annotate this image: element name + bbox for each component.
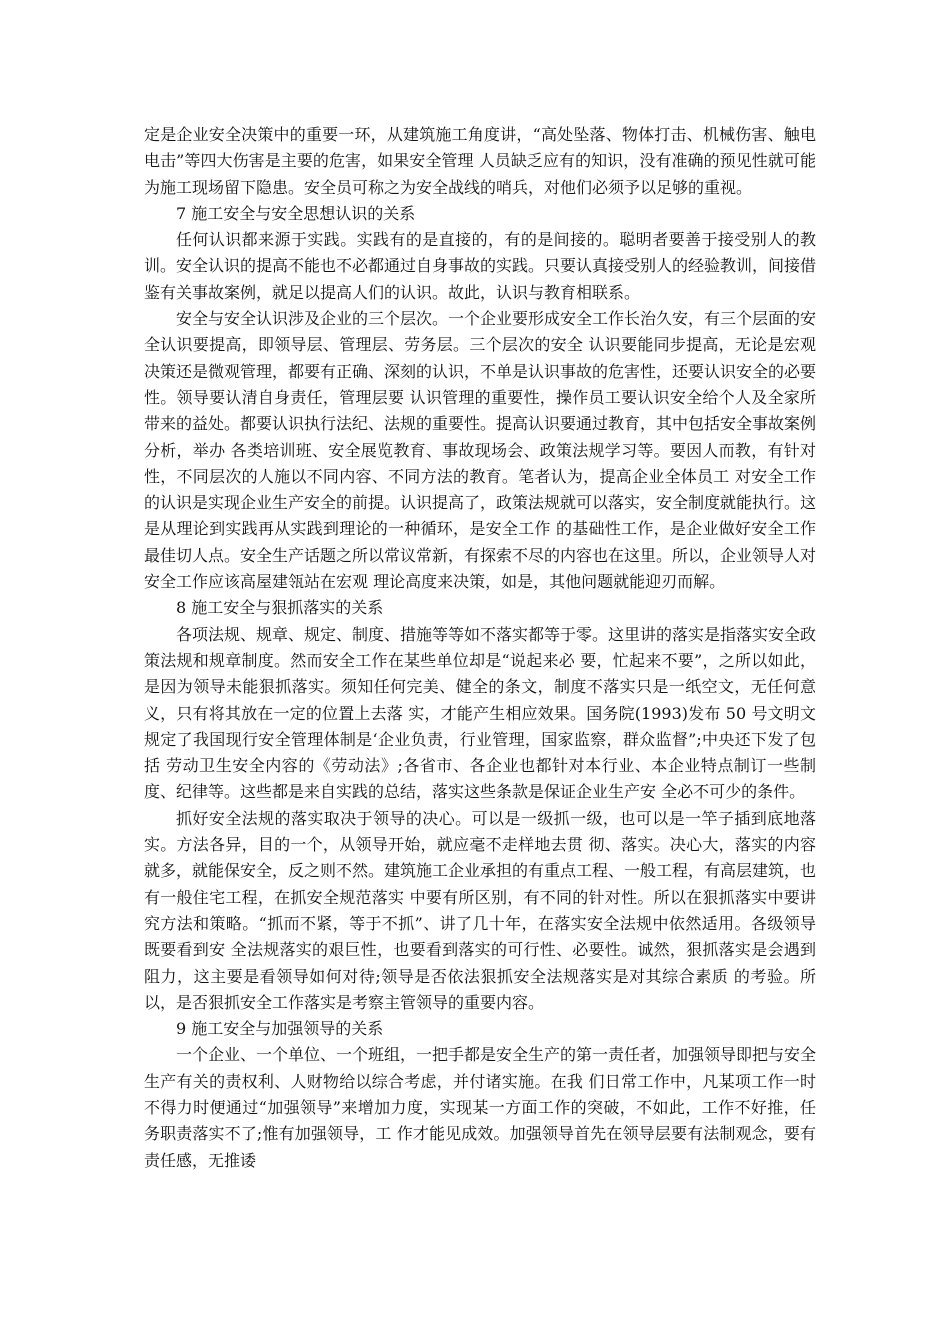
paragraph-7-2: 安全与安全认识涉及企业的三个层次。一个企业要形成安全工作长治久安，有三个层面的安全认识要提高，即领导层、管理层、劳务层。三个层次的安全 认识要能同步提高，无论是宏观决策还是微观管理，都要有正确、深刻的认识，不单是认识事故的危害性，还要认识安全的必要性。领导要认清自身责任，管理层要 认识管理的重要性，操作员工要认识安全给个人及全家所带来的益处。都要认识执行法纪、法规的重要性。提高认识要通过教育，其中包括安全事故案例分析，举办 各类培训班、安全展览教育、事故现场会、政策法规学习等。要因人而教，有针对性，不同层次的人施以不同内容、不同方法的教育。笔者认为，提高企业全体员工 对安全工作的认识是实现企业生产安全的前提。认识提高了，政策法规就可以落实，安全制度就能执行。这是从理论到实践再从实践到理论的一种循环，是安全工作 的基础性工作，是企业做好安全工作最佳切人点。安全生产话题之所以常议常新，有探索不尽的内容也在这里。所以，企业领导人对安全工作应该高屋建瓴站在宏观 理论高度来决策，如是，其他问题就能迎刃而解。	[144, 309, 817, 592]
paragraph-9-1: 一个企业、一个单位、一个班组，一把手都是安全生产的第一责任者，加强领导即把与安全生产有关的责权利、人财物给以综合考虑，并付诸实施。在我 们日常工作中，凡某项工作一时不得力时便通过“加强领导”来增加力度，实现某一方面工作的突破，不如此，工作不好推，任务职责落实不了;惟有加强领导，工 作才能见成效。加强领导首先在领导层要有法制观念，要有责任感，无推诿	[144, 1045, 817, 1170]
section-heading-9: 9 施工安全与加强领导的关系	[176, 1019, 384, 1039]
paragraph-8-2: 抓好安全法规的落实取决于领导的决心。可以是一级抓一级，也可以是一竿子插到底地落实。方法各异，目的一个，从领导开始，就应毫不走样地去贯 彻、落实。决心大，落实的内容就多，就能保安全，反之则不然。建筑施工企业承担的有重点工程、一般工程，有高层建筑，也有一般住宅工程，在抓安全规范落实 中要有所区别，有不同的针对性。所以在狠抓落实中要讲究方法和策略。“抓而不紧，等于不抓”、讲了几十年，在落实安全法规中依然适用。各级领导既要看到安 全法规落实的艰巨性，也要看到落实的可行性、必要性。诚然，狠抓落实是会遇到阻力，这主要是看领导如何对待;领导是否依法狠抓安全法规落实是对其综合素质 的考验。所以，是否狠抓安全工作落实是考察主管领导的重要内容。	[144, 808, 817, 1012]
paragraph-8-1: 各项法规、规章、规定、制度、措施等等如不落实都等于零。这里讲的落实是指落实安全政策法规和规章制度。然而安全工作在某些单位却是“说起来必 要，忙起来不要”，之所以如此，是因为领导未能狠抓落实。须知任何完美、健全的条文，制度不落实只是一纸空文，无任何意义，只有将其放在一定的位置上去落 实，才能产生相应效果。国务院(1993)发布 50 号文明文规定了我国现行安全管理体制是‘企业负责，行业管理，国家监察，群众监督”;中央还下发了包括 劳动卫生安全内容的《劳动法》;各省市、各企业也都针对本行业、本企业特点制订一些制度、纪律等。这些都是来自实践的总结，落实这些条款是保证企业生产安 全必不可少的条件。	[144, 624, 817, 802]
section-heading-8: 8 施工安全与狠抓落实的关系	[176, 598, 384, 618]
paragraph-7-1: 任何认识都来源于实践。实践有的是直接的，有的是间接的。聪明者要善于接受别人的教训。安全认识的提高不能也不必都通过自身事故的实践。只要认真接受别人的经验教训，间接借鉴有关事故案例，就足以提高人们的认识。故此，认识与教育相联系。	[144, 230, 817, 302]
paragraph-continuation: 定是企业安全决策中的重要一环，从建筑施工角度讲，“高处坠落、物体打击、机械伤害、触电电击”等四大伤害是主要的危害，如果安全管理 人员缺乏应有的知识，没有准确的预见性就可能为施工现场留下隐患。安全员可称之为安全战线的哨兵，对他们必须予以足够的重视。	[144, 125, 816, 197]
document-body	[144, 122, 816, 1174]
section-heading-7: 7 施工安全与安全思想认识的关系	[176, 203, 416, 223]
